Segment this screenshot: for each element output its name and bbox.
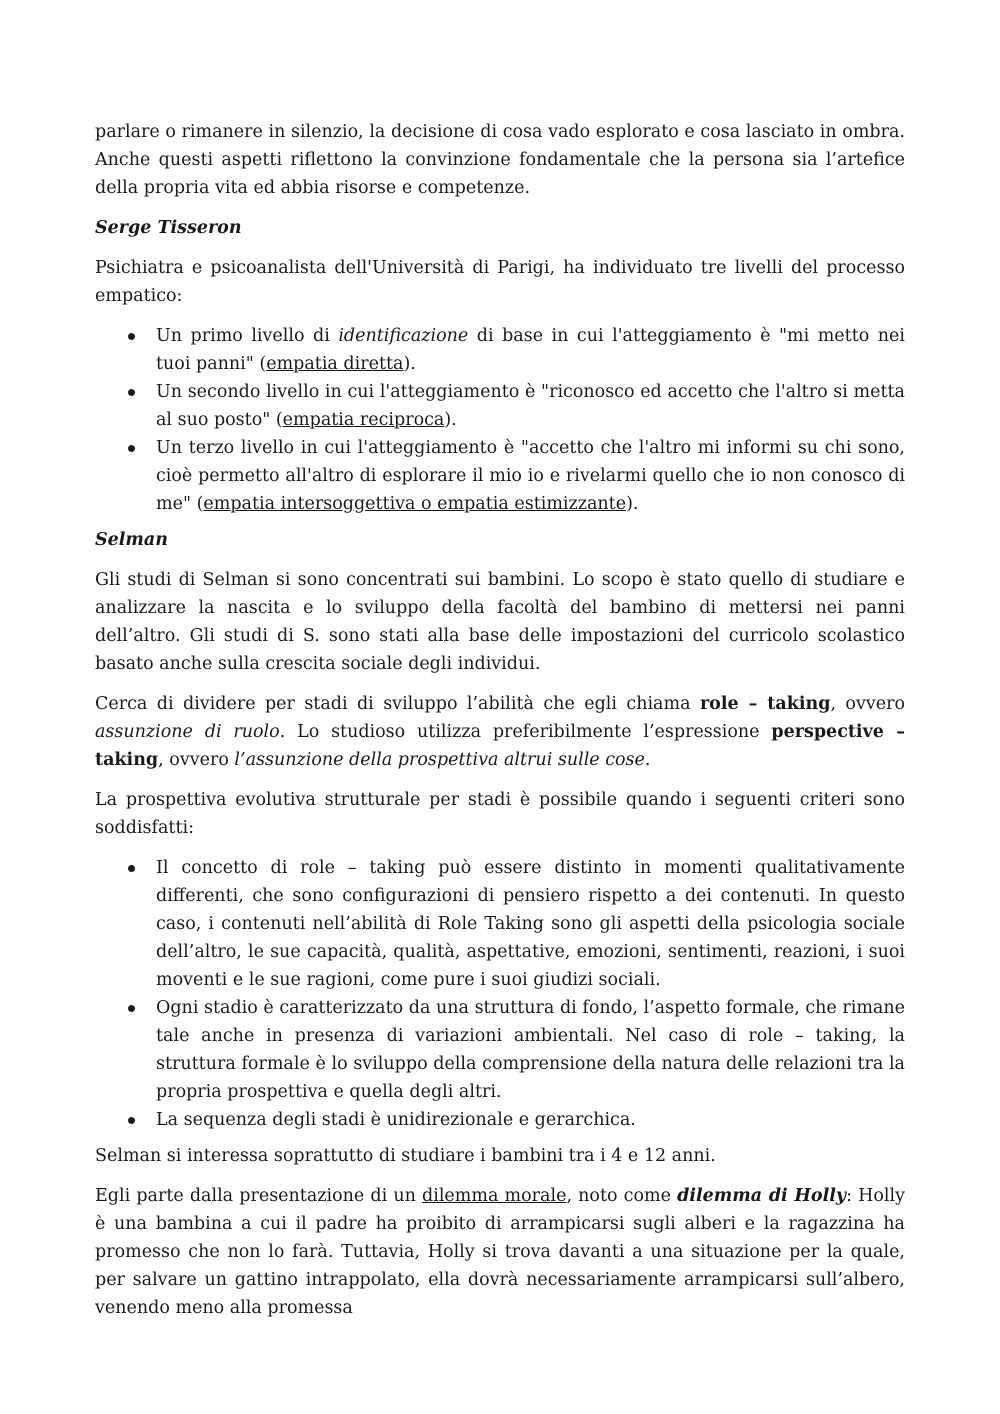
list-empathy-levels — [95, 322, 905, 518]
paragraph-intro: parlare o rimanere in silenzio, la decisione di cosa vado esplorato e cosa lasciato in ombra. Anche questi aspetti riflettono la convinzione fondamentale che la persona sia l’artefice della propria vita ed abbia risorse e competenze. — [95, 122, 905, 198]
paragraph-role-taking: Cerca di dividere per stadi di sviluppo l’abilità che egli chiama role – taking, ovvero assunzione di ruolo. Lo studioso utilizza preferibilmente l’espressione perspective – taking, ovvero l’assunzione della prospettiva altrui sulle cose. — [95, 694, 905, 770]
list-item-level-3: Un terzo livello in cui l'atteggiamento è "accetto che l'altro mi informi su chi sono, cioè permetto all'altro di esplorare il mio io e rivelarmi quello che io non conosco di me" (empatia intersoggettiva o empatia estimizzante). — [156, 434, 905, 518]
list-item-criterion-3: La sequenza degli stadi è unidirezionale e gerarchica. — [156, 1106, 905, 1134]
term-assunzione-di-ruolo: assunzione di ruolo — [95, 722, 280, 742]
paragraph-selman-studies: Gli studi di Selman si sono concentrati sui bambini. Lo scopo è stato quello di studiare e analizzare la nascita e lo sviluppo della facoltà del bambino di mettersi nei panni dell’altro. Gli studi di S. sono stati alla base delle impostazioni del curricolo scolastico basato anche sulla crescita sociale degli individui. — [95, 570, 905, 674]
term-dilemma-morale: dilemma morale — [422, 1186, 567, 1206]
document-page — [95, 118, 905, 1334]
paragraph-holly-dilemma: Egli parte dalla presentazione di un dilemma morale, noto come dilemma di Holly: Holly è una bambina a cui il padre ha proibito di arrampicarsi sugli alberi e la ragazzina ha promesso che non lo farà. Tuttavia, Holly si trova davanti a una situazione per la quale, per salvare un gattino intrappolato, ella dovrà necessariamente arrampicarsi sull’albero, venendo meno alla promessa — [95, 1186, 905, 1318]
term-perspective-taking: perspective – taking — [95, 722, 905, 770]
heading-selman: Selman — [95, 530, 168, 550]
list-item-criterion-1: Il concetto di role – taking può essere distinto in momenti qualitativamente differenti, che sono configurazioni di pensiero rispetto a dei contenuti. In questo caso, i contenuti nell’abilità di Role Taking sono gli aspetti della psicologia sociale dell’altro, le sue capacità, qualità, aspettative, emozioni, sentimenti, reazioni, i suoi moventi e le sue ragioni, come pure i suoi giudizi sociali. — [156, 854, 905, 994]
term-empatia-intersoggettiva: empatia intersoggettiva o empatia estimizzante — [203, 494, 627, 514]
list-item-level-2: Un secondo livello in cui l'atteggiamento è "riconosco ed accetto che l'altro si metta al suo posto" (empatia reciproca). — [156, 378, 905, 434]
term-dilemma-di-holly: dilemma di Holly — [677, 1186, 847, 1206]
paragraph-tisseron-intro: Psichiatra e psicoanalista dell'Università di Parigi, ha individuato tre livelli del processo empatico: — [95, 258, 905, 306]
list-criteria — [95, 854, 905, 1134]
term-empatia-diretta: empatia diretta — [266, 354, 404, 374]
paragraph-age-range: Selman si interessa soprattutto di studiare i bambini tra i 4 e 12 anni. — [95, 1146, 716, 1166]
list-item-criterion-2: Ogni stadio è caratterizzato da una struttura di fondo, l’aspetto formale, che rimane tale anche in presenza di variazioni ambientali. Nel caso di role – taking, la struttura formale è lo sviluppo della comprensione della natura delle relazioni tra la propria prospettiva e quella degli altri. — [156, 994, 905, 1106]
term-identificazione: identificazione — [338, 326, 469, 346]
term-role-taking: role – taking — [699, 694, 831, 714]
term-empatia-reciproca: empatia reciproca — [282, 410, 445, 430]
paragraph-criteria-intro: La prospettiva evolutiva strutturale per stadi è possibile quando i seguenti criteri sono soddisfatti: — [95, 790, 905, 838]
term-assunzione-prospettiva: l’assunzione della prospettiva altrui sulle cose — [234, 750, 645, 770]
heading-serge-tisseron: Serge Tisseron — [95, 218, 242, 238]
list-item-level-1: Un primo livello di identificazione di base in cui l'atteggiamento è "mi metto nei tuoi panni" (empatia diretta). — [156, 322, 905, 378]
